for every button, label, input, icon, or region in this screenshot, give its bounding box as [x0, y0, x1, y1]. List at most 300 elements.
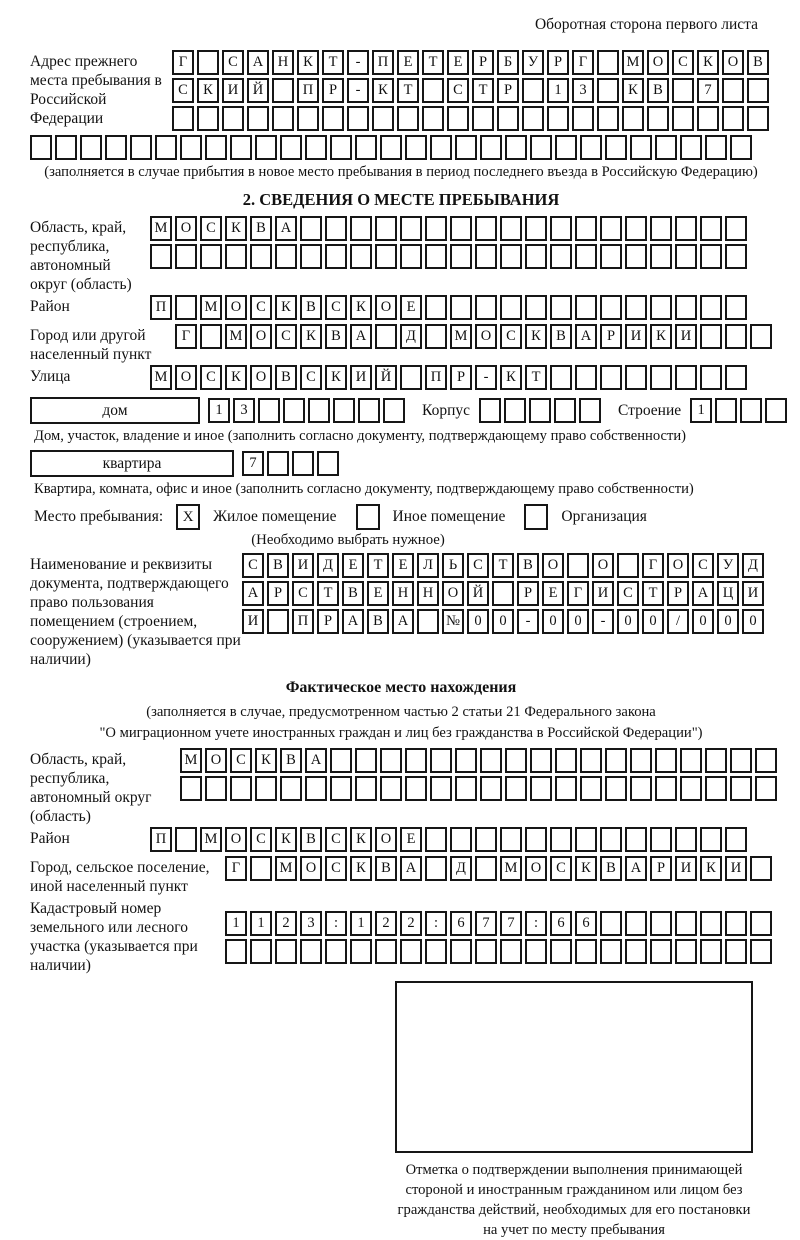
- char-box: [730, 776, 752, 801]
- char-box: И: [675, 856, 697, 881]
- char-box: Г: [572, 50, 594, 75]
- prev-address-caption: (заполняется в случае прибытия в новое место пребывания в период последнего въезда в Российскую Федерацию): [44, 164, 758, 180]
- char-box: 0: [617, 609, 639, 634]
- char-box: /: [667, 609, 689, 634]
- char-box: Т: [367, 553, 389, 578]
- char-box: К: [297, 50, 319, 75]
- char-box: О: [722, 50, 744, 75]
- char-box: [500, 216, 522, 241]
- actual-region-row-1: [180, 748, 780, 773]
- char-box: [505, 776, 527, 801]
- char-box: [347, 106, 369, 131]
- char-box: [225, 244, 247, 269]
- char-box: 0: [492, 609, 514, 634]
- char-box: [725, 216, 747, 241]
- char-box: [675, 827, 697, 852]
- char-box: К: [650, 324, 672, 349]
- char-box: С: [275, 324, 297, 349]
- house-number-row: [208, 398, 408, 423]
- char-box: [430, 776, 452, 801]
- char-box: [330, 748, 352, 773]
- region-field: [30, 216, 772, 294]
- char-box: [750, 324, 772, 349]
- char-box: А: [575, 324, 597, 349]
- char-box: К: [197, 78, 219, 103]
- char-box: У: [522, 50, 544, 75]
- char-box: [600, 244, 622, 269]
- char-box: [597, 50, 619, 75]
- char-box: Т: [397, 78, 419, 103]
- char-box: [250, 856, 272, 881]
- char-box: [292, 451, 314, 476]
- char-box: К: [255, 748, 277, 773]
- char-box: [750, 939, 772, 964]
- char-box: А: [400, 856, 422, 881]
- cadastral-field: [30, 897, 772, 975]
- char-box: Г: [225, 856, 247, 881]
- char-box: [722, 106, 744, 131]
- char-box: [625, 911, 647, 936]
- cadastral-row-1: [225, 911, 775, 936]
- char-box: [380, 776, 402, 801]
- char-box: [625, 244, 647, 269]
- char-box: К: [350, 856, 372, 881]
- char-box: [300, 244, 322, 269]
- district-label: Район: [30, 298, 70, 315]
- char-box: К: [275, 827, 297, 852]
- char-box: Р: [547, 50, 569, 75]
- char-box: [350, 244, 372, 269]
- char-box: С: [617, 581, 639, 606]
- char-box: А: [247, 50, 269, 75]
- char-box: В: [280, 748, 302, 773]
- char-box: В: [250, 216, 272, 241]
- char-box: [105, 135, 127, 160]
- char-box: К: [350, 295, 372, 320]
- char-box: К: [225, 365, 247, 390]
- char-box: М: [200, 295, 222, 320]
- char-box: [575, 295, 597, 320]
- region-row-1: [150, 216, 750, 241]
- char-box: [280, 135, 302, 160]
- char-box: [480, 776, 502, 801]
- prev-address-row-3: [172, 106, 772, 131]
- char-box: :: [425, 911, 447, 936]
- char-box: [247, 106, 269, 131]
- char-box: [579, 398, 601, 423]
- char-box: [675, 244, 697, 269]
- char-box: [175, 827, 197, 852]
- stroenie-row: [690, 398, 790, 423]
- char-box: [550, 827, 572, 852]
- char-box: С: [692, 553, 714, 578]
- char-box: Р: [517, 581, 539, 606]
- char-box: Ц: [717, 581, 739, 606]
- char-box: [450, 216, 472, 241]
- section2-title: 2. СВЕДЕНИЯ О МЕСТЕ ПРЕБЫВАНИЯ: [242, 190, 560, 209]
- char-box: О: [647, 50, 669, 75]
- char-box: И: [742, 581, 764, 606]
- char-box: [675, 216, 697, 241]
- char-box: 7: [697, 78, 719, 103]
- char-box: [355, 776, 377, 801]
- char-box: В: [517, 553, 539, 578]
- actual-city-field: [30, 856, 772, 896]
- char-box: [725, 911, 747, 936]
- char-box: [580, 776, 602, 801]
- char-box: [405, 135, 427, 160]
- char-box: [225, 939, 247, 964]
- char-box: А: [242, 581, 264, 606]
- char-box: С: [250, 295, 272, 320]
- char-box: [300, 216, 322, 241]
- korpus-row: [479, 398, 604, 423]
- char-box: Й: [375, 365, 397, 390]
- char-box: [372, 106, 394, 131]
- char-box: [250, 939, 272, 964]
- char-box: [180, 776, 202, 801]
- char-box: [697, 106, 719, 131]
- char-box: [715, 398, 737, 423]
- char-box: [430, 135, 452, 160]
- char-box: О: [225, 295, 247, 320]
- char-box: 3: [572, 78, 594, 103]
- char-box: [255, 776, 277, 801]
- char-box: С: [672, 50, 694, 75]
- title-document-row-2: [242, 581, 767, 606]
- char-box: Т: [317, 581, 339, 606]
- char-box: [200, 324, 222, 349]
- char-box: Д: [400, 324, 422, 349]
- char-box: -: [347, 50, 369, 75]
- char-box: [255, 135, 277, 160]
- char-box: [625, 939, 647, 964]
- actual-location-title: Фактическое место нахождения: [285, 679, 517, 696]
- char-box: [222, 106, 244, 131]
- char-box: [425, 856, 447, 881]
- char-box: М: [150, 216, 172, 241]
- street-field: [30, 365, 772, 393]
- actual-region-label: Область, край, республика, автономный округ (область): [30, 751, 152, 825]
- char-box: 1: [225, 911, 247, 936]
- char-box: Г: [642, 553, 664, 578]
- char-box: О: [375, 827, 397, 852]
- char-box: [550, 365, 572, 390]
- char-box: Р: [450, 365, 472, 390]
- char-box: В: [342, 581, 364, 606]
- char-box: [480, 135, 502, 160]
- char-box: [650, 939, 672, 964]
- char-box: [497, 106, 519, 131]
- char-box: [625, 365, 647, 390]
- char-box: [175, 244, 197, 269]
- title-document-field: [30, 553, 772, 669]
- char-box: [725, 324, 747, 349]
- region-label: Область, край, республика, автономный округ (область): [30, 219, 132, 293]
- actual-district-label: Район: [30, 830, 70, 847]
- char-box: 6: [575, 911, 597, 936]
- char-box: [283, 398, 305, 423]
- actual-city-label: Город, сельское поселение, иной населенный пункт: [30, 859, 210, 895]
- char-box: [322, 106, 344, 131]
- char-box: А: [392, 609, 414, 634]
- char-box: [505, 748, 527, 773]
- char-box: В: [300, 827, 322, 852]
- char-box: [355, 748, 377, 773]
- char-box: Г: [567, 581, 589, 606]
- char-box: [417, 609, 439, 634]
- char-box: [305, 135, 327, 160]
- char-box: О: [205, 748, 227, 773]
- char-box: [55, 135, 77, 160]
- char-box: С: [325, 856, 347, 881]
- char-box: 0: [567, 609, 589, 634]
- char-box: [630, 135, 652, 160]
- char-box: [605, 748, 627, 773]
- char-box: [350, 939, 372, 964]
- char-box: К: [622, 78, 644, 103]
- char-box: В: [367, 609, 389, 634]
- char-box: [680, 776, 702, 801]
- char-box: С: [500, 324, 522, 349]
- char-box: [330, 135, 352, 160]
- char-box: [647, 106, 669, 131]
- char-box: 1: [208, 398, 230, 423]
- char-box: К: [575, 856, 597, 881]
- char-box: [700, 939, 722, 964]
- prev-address-rows: [172, 50, 772, 134]
- char-box: [575, 827, 597, 852]
- checkbox-organization: [524, 504, 548, 530]
- apartment-number-row: [242, 451, 342, 476]
- char-box: О: [475, 324, 497, 349]
- char-box: :: [525, 911, 547, 936]
- char-box: М: [150, 365, 172, 390]
- district-field: [30, 295, 772, 323]
- char-box: [725, 827, 747, 852]
- char-box: Д: [450, 856, 472, 881]
- char-box: [422, 78, 444, 103]
- char-box: [317, 451, 339, 476]
- char-box: [172, 106, 194, 131]
- char-box: К: [700, 856, 722, 881]
- char-box: [672, 78, 694, 103]
- char-box: [567, 553, 589, 578]
- char-box: О: [250, 324, 272, 349]
- char-box: В: [375, 856, 397, 881]
- char-box: [475, 244, 497, 269]
- char-box: К: [525, 324, 547, 349]
- char-box: [680, 135, 702, 160]
- char-box: Б: [497, 50, 519, 75]
- char-box: Е: [342, 553, 364, 578]
- stamp-box: [395, 981, 753, 1153]
- korpus-label: Корпус: [422, 401, 470, 419]
- char-box: [700, 244, 722, 269]
- char-box: П: [292, 609, 314, 634]
- char-box: [80, 135, 102, 160]
- char-box: А: [692, 581, 714, 606]
- char-box: [397, 106, 419, 131]
- char-box: [525, 939, 547, 964]
- char-box: [455, 135, 477, 160]
- char-box: В: [267, 553, 289, 578]
- char-box: [622, 106, 644, 131]
- char-box: М: [450, 324, 472, 349]
- char-box: [230, 135, 252, 160]
- char-box: С: [325, 295, 347, 320]
- char-box: [450, 827, 472, 852]
- char-box: [330, 776, 352, 801]
- checkbox-residential: X: [176, 504, 200, 530]
- char-box: 0: [642, 609, 664, 634]
- char-box: [625, 295, 647, 320]
- char-box: [750, 856, 772, 881]
- char-box: [725, 295, 747, 320]
- char-box: И: [292, 553, 314, 578]
- actual-location-caption-2: "О миграционном учете иностранных граждан и лиц без гражданства в Российской Федерации"): [99, 725, 703, 741]
- char-box: 0: [742, 609, 764, 634]
- prev-address-row-full: [30, 135, 772, 160]
- char-box: [705, 135, 727, 160]
- char-box: К: [225, 216, 247, 241]
- char-box: П: [372, 50, 394, 75]
- char-box: [730, 135, 752, 160]
- char-box: [555, 748, 577, 773]
- char-box: [447, 106, 469, 131]
- char-box: [700, 827, 722, 852]
- char-box: [630, 776, 652, 801]
- char-box: [605, 135, 627, 160]
- char-box: М: [500, 856, 522, 881]
- char-box: [258, 398, 280, 423]
- char-box: [700, 295, 722, 320]
- actual-location-caption-1: (заполняется в случае, предусмотренном частью 2 статьи 21 Федерального закона: [146, 704, 656, 720]
- char-box: И: [725, 856, 747, 881]
- char-box: [550, 939, 572, 964]
- char-box: [197, 50, 219, 75]
- char-box: Ь: [442, 553, 464, 578]
- char-box: И: [222, 78, 244, 103]
- char-box: [675, 911, 697, 936]
- char-box: [425, 216, 447, 241]
- char-box: [297, 106, 319, 131]
- char-box: [722, 78, 744, 103]
- char-box: Р: [472, 50, 494, 75]
- actual-region-field: [30, 748, 772, 826]
- char-box: [155, 135, 177, 160]
- char-box: [740, 398, 762, 423]
- char-box: [600, 295, 622, 320]
- title-document-row-1: [242, 553, 767, 578]
- char-box: Й: [467, 581, 489, 606]
- char-box: Н: [392, 581, 414, 606]
- char-box: [675, 295, 697, 320]
- char-box: С: [325, 827, 347, 852]
- char-box: Е: [447, 50, 469, 75]
- char-box: М: [622, 50, 644, 75]
- char-box: [625, 216, 647, 241]
- char-box: [755, 748, 777, 773]
- char-box: 1: [547, 78, 569, 103]
- char-box: 7: [475, 911, 497, 936]
- char-box: О: [250, 365, 272, 390]
- char-box: В: [600, 856, 622, 881]
- char-box: [325, 939, 347, 964]
- char-box: С: [242, 553, 264, 578]
- char-box: [200, 244, 222, 269]
- char-box: [267, 609, 289, 634]
- char-box: А: [625, 856, 647, 881]
- char-box: Т: [642, 581, 664, 606]
- char-box: 6: [450, 911, 472, 936]
- stamp-area: [395, 981, 753, 1240]
- title-document-row-3: [242, 609, 767, 634]
- actual-district-row: [150, 827, 750, 852]
- char-box: [675, 939, 697, 964]
- char-box: К: [325, 365, 347, 390]
- actual-region-row-2: [180, 776, 780, 801]
- char-box: [475, 216, 497, 241]
- option-organization-label: Организация: [561, 508, 647, 525]
- street-row: [150, 365, 750, 390]
- char-box: [275, 244, 297, 269]
- char-box: [400, 365, 422, 390]
- char-box: В: [275, 365, 297, 390]
- char-box: [400, 216, 422, 241]
- char-box: [405, 776, 427, 801]
- char-box: [575, 216, 597, 241]
- char-box: [547, 106, 569, 131]
- place-of-stay-row: [34, 504, 772, 530]
- char-box: [700, 216, 722, 241]
- char-box: [375, 939, 397, 964]
- char-box: И: [675, 324, 697, 349]
- char-box: Е: [397, 50, 419, 75]
- char-box: 7: [242, 451, 264, 476]
- char-box: [480, 748, 502, 773]
- street-label: Улица: [30, 368, 71, 385]
- char-box: В: [747, 50, 769, 75]
- char-box: В: [647, 78, 669, 103]
- char-box: [700, 911, 722, 936]
- stroenie-label: Строение: [618, 401, 682, 419]
- char-box: [530, 135, 552, 160]
- char-box: Е: [400, 295, 422, 320]
- char-box: [572, 106, 594, 131]
- char-box: [405, 748, 427, 773]
- char-box: Т: [322, 50, 344, 75]
- char-box: [750, 911, 772, 936]
- char-box: [755, 776, 777, 801]
- char-box: Е: [400, 827, 422, 852]
- char-box: 0: [542, 609, 564, 634]
- char-box: К: [300, 324, 322, 349]
- char-box: [650, 244, 672, 269]
- char-box: [272, 78, 294, 103]
- char-box: Р: [600, 324, 622, 349]
- char-box: П: [425, 365, 447, 390]
- house-caption: Дом, участок, владение и иное (заполнить согласно документу, подтверждающему право собственности): [34, 428, 687, 444]
- char-box: С: [200, 365, 222, 390]
- char-box: 1: [690, 398, 712, 423]
- char-box: №: [442, 609, 464, 634]
- char-box: [500, 827, 522, 852]
- char-box: С: [230, 748, 252, 773]
- char-box: 2: [275, 911, 297, 936]
- char-box: [267, 451, 289, 476]
- char-box: И: [350, 365, 372, 390]
